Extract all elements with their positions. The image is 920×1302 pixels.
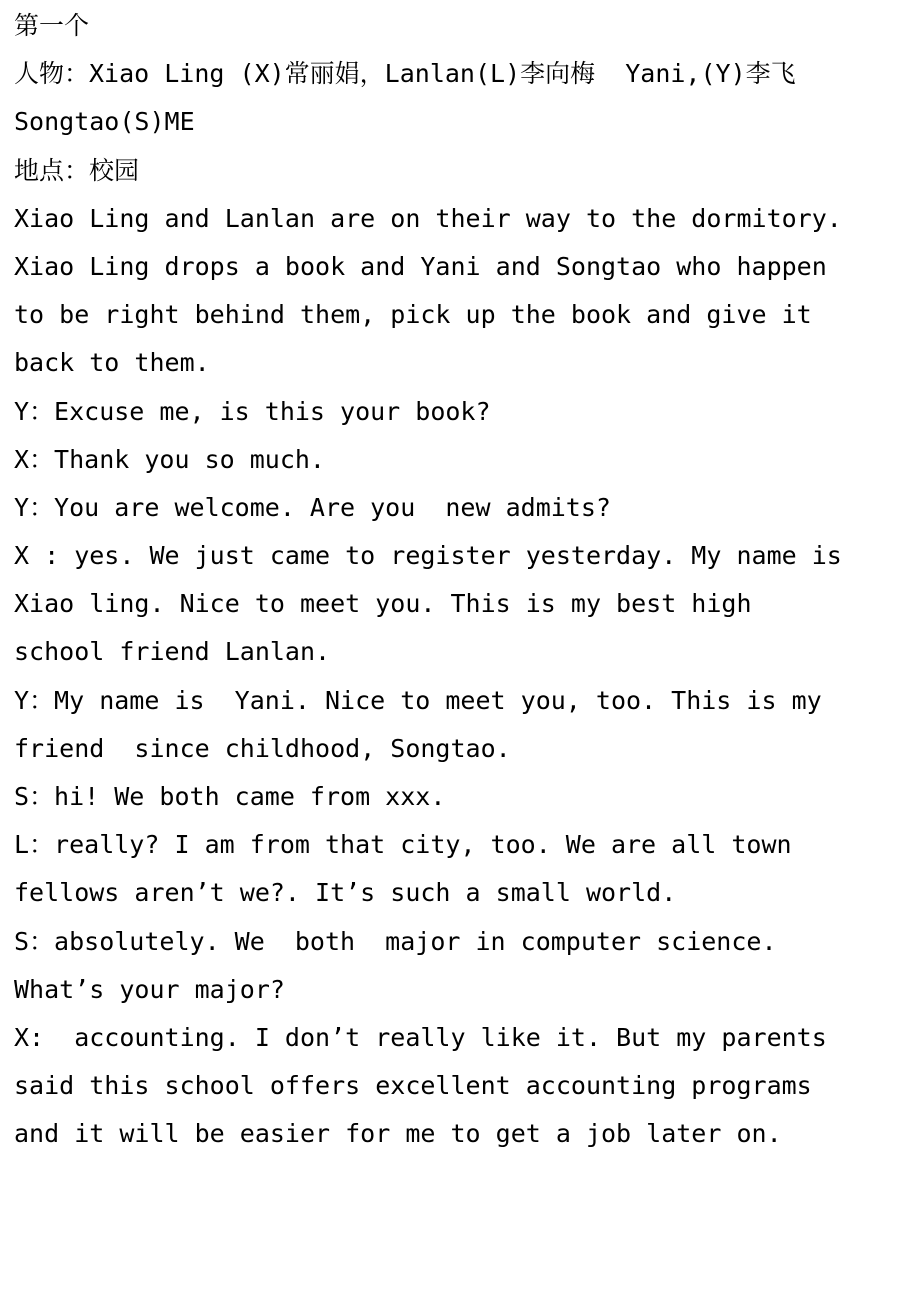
characters-line: 人物：Xiao Ling (X)常丽娟，Lanlan(L)李向梅 Yani,(Y)李飞 [14,59,796,89]
document-page [14,2,914,1159]
dialogue-line: said this school offers excellent accounting programs [14,1071,812,1101]
dialogue-line: school friend Lanlan. [14,637,331,667]
dialogue-line: L：really? I am from that city, too. We are all town [14,830,792,860]
dialogue-line: S：hi! We both came from xxx. [14,782,446,811]
narration-line: to be right behind them, pick up the book and give it [14,300,812,330]
dialogue-line: X : yes. We just came to register yesterday. My name is [14,541,842,571]
dialogue-line: S：absolutely. We both major in computer science. [14,926,777,956]
narration-line: Xiao Ling and Lanlan are on their way to the dormitory. [14,203,842,233]
narration-line: back to them. [14,348,210,378]
dialogue-line: friend since childhood, Songtao. [14,733,511,763]
dialogue-line: What’s your major? [14,974,285,1004]
location-line: 地点：校园 [14,155,140,185]
dialogue-line: Y：Excuse me, is this your book? [14,396,491,426]
dialogue-line: X：Thank you so much. [14,444,325,474]
narration-line: Xiao Ling drops a book and Yani and Songtao who happen [14,251,827,281]
document-heading: 第一个 [14,11,90,40]
dialogue-line: X: accounting. I don’t really like it. But my parents [14,1022,827,1052]
dialogue-line: Xiao ling. Nice to meet you. This is my best high [14,589,752,619]
dialogue-line: Y：My name is Yani. Nice to meet you, too. This is my [14,685,822,715]
dialogue-line: and it will be easier for me to get a job later on. [14,1119,782,1149]
dialogue-line: fellows aren’t we?. It’s such a small world. [14,878,677,908]
dialogue-line: Y：You are welcome. Are you new admits? [14,492,611,522]
characters-line-continued: Songtao(S)ME [14,107,195,137]
